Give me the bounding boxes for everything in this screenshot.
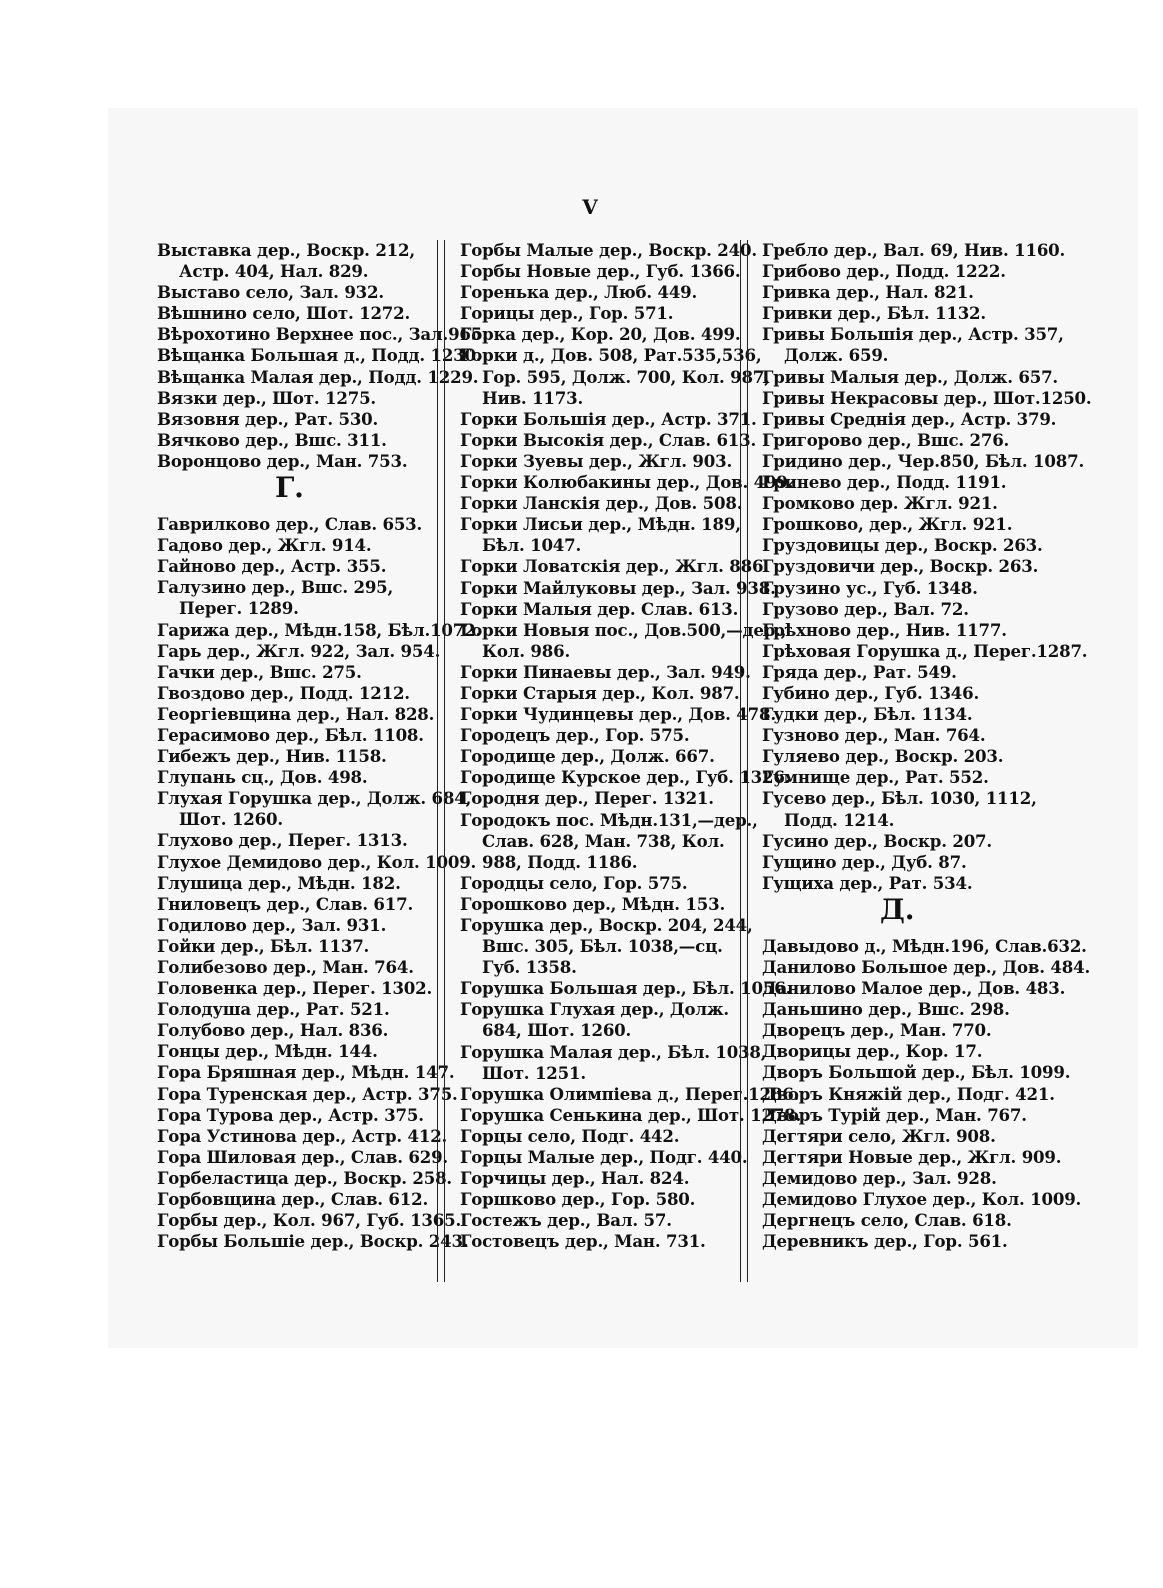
index-entry [460,1189,730,1210]
index-entry [762,282,1032,303]
index-entry [157,851,477,873]
entry-line: Гусево дер., Бѣл. 1030, 1112, [762,788,1037,809]
entry-line: Гора Устинова дер., Астр. 412. [157,1125,448,1146]
index-entry [460,725,730,746]
index-entry [460,556,769,577]
index-entry [157,830,427,851]
index-entry [460,493,743,514]
index-entry [762,978,1066,999]
index-entry [157,936,427,957]
entry-line: Гора Туренская дер., Астр. 375. [157,1083,458,1104]
index-entry [157,1083,458,1105]
index-entry [460,514,741,556]
entry-line: Горки Большія дер., Астр. 371. [460,408,757,429]
index-entry [762,1231,1032,1252]
entry-line: Грибово дер., Подд. 1222. [762,261,1006,282]
index-entry [460,746,730,767]
entry-line: Гривы Некрасовы дер., Шот.1250. [762,387,1092,408]
column-divider [437,240,445,1282]
index-entry [157,999,427,1020]
index-entry [762,430,1032,451]
entry-line: Горки Майлуковы дер., Зал. 938. [460,577,776,598]
entry-line: Горки Пинаевы дер., Зал. 949. [460,661,751,682]
index-entry [460,809,758,873]
entry-line: Голубово дер., Нал. 836. [157,1020,389,1041]
entry-line: Горбовщина дер., Слав. 612. [157,1189,429,1210]
entry-line: Грѣховая Горушка д., Перег.1287. [762,640,1088,661]
index-entry [762,514,1032,535]
entry-line: Вѣрохотино Верхнее пос., Зал.965. [157,324,488,345]
index-entry [762,240,1066,261]
index-entry [762,1062,1071,1083]
entry-continuation-line: 988, Подд. 1186. [482,851,638,872]
index-entry [762,578,1032,599]
entry-line: Данилово Большое дер., Дов. 484. [762,957,1091,977]
entry-line: Глупань сц., Дов. 498. [157,767,368,788]
entry-line: Горки Высокія дер., Слав. 613. [460,429,757,450]
entry-continuation-line: Перег. 1289. [179,598,299,619]
index-entry [157,894,427,915]
index-entry [762,1189,1082,1210]
entry-line: Гривы Большія дер., Астр. 357, [762,324,1064,345]
entry-line: Гребло дер., Вал. 69, Нив. 1160. [762,240,1066,260]
entry-line: Гривка дер., Нал. 821. [762,282,974,303]
entry-line: Дворицы дер., Кор. 17. [762,1041,983,1062]
index-entry [762,599,1032,620]
index-entry [157,577,427,619]
entry-line: Горушка дер., Воскр. 204, 244, [460,915,753,935]
index-entry [157,1020,427,1041]
index-entry [762,366,1058,388]
index-column-1 [157,240,488,1252]
entry-line: Горбы дер., Кол. 967, Губ. 1365. [157,1210,462,1231]
entry-continuation-line: Слав. 628, Ман. 738, Кол. [482,830,725,851]
entry-line: Горки Новыя пос., Дов.500,—дер., [460,619,787,640]
entry-line: Гаврилково дер., Слав. 653. [157,514,423,535]
entry-line: Гудки дер., Бѣл. 1134. [762,704,973,725]
index-entry [460,704,776,725]
entry-line: Гонцы дер., Мѣдн. 144. [157,1041,378,1062]
entry-line: Гачки дер., Вшс. 275. [157,661,362,682]
entry-line: Гойки дер., Бѣл. 1137. [157,935,370,956]
entry-line: Горенька дер., Люб. 449. [460,282,698,303]
entry-line: Дворъ Турій дер., Ман. 767. [762,1104,1027,1125]
entry-line: Городокъ пос. Мѣдн.131,—дер., [460,809,758,830]
entry-line: Горушка Малая дер., Бѣл. 1038, [460,1041,767,1062]
index-entry [762,408,1057,430]
entry-line: Гвоздово дер., Подд. 1212. [157,682,410,703]
entry-line: Горицы дер., Гор. 571. [460,303,674,324]
index-entry [762,704,1032,725]
entry-line: Грошково, дер., Жгл. 921. [762,514,1013,535]
index-entry [157,451,427,472]
entry-line: Данилово Малое дер., Дов. 483. [762,978,1066,999]
index-entry [762,788,1037,830]
entry-line: Даньшино дер., Вшс. 298. [762,999,1010,1020]
letter-heading: Г. [275,471,304,505]
index-entry [460,240,757,261]
entry-line: Головенка дер., Перег. 1302. [157,978,433,999]
entry-line: Горка дер., Кор. 20, Дов. 499. [460,324,741,345]
index-entry [460,345,770,408]
entry-line: Дергнецъ село, Слав. 618. [762,1210,1012,1231]
index-entry [157,388,427,409]
entry-line: Глухово дер., Перег. 1313. [157,830,408,851]
index-entry [460,788,730,809]
entry-line: Горки Старыя дер., Кол. 987. [460,682,740,703]
index-entry [762,535,1043,556]
entry-line: Горушка Большая дер., Бѣл. 1056. [460,978,792,999]
index-entry [762,556,1039,577]
index-entry [460,577,776,599]
index-entry [762,387,1092,409]
index-entry [762,324,1064,366]
entry-line: Дворъ Княжій дер., Подг. 421. [762,1083,1055,1104]
index-entry [762,746,1032,767]
entry-line: Гридино дер., Чер.850, Бѣл. 1087. [762,450,1085,471]
index-entry [460,873,730,894]
entry-line: Грѣхново дер., Нив. 1177. [762,619,1007,640]
index-entry [762,957,1091,978]
entry-line: Давыдово д., Мѣдн.196, Слав.632. [762,935,1087,956]
entry-line: Гарижа дер., Мѣдн.158, Бѣл.1072. [157,619,482,640]
entry-line: Горчицы дер., Нал. 824. [460,1168,690,1189]
index-entry [157,366,479,388]
entry-line: Гузново дер., Ман. 764. [762,725,986,746]
entry-continuation-line: Бѣл. 1047. [482,535,582,556]
entry-line: Горбы Большіе дер., Воскр. 243. [157,1231,469,1252]
index-entry [762,1210,1032,1231]
index-entry [460,894,730,915]
index-entry [762,1105,1032,1126]
index-entry [157,1167,452,1189]
index-entry [460,682,740,704]
index-entry [157,1189,427,1210]
index-entry [157,430,427,451]
entry-line: Гусино дер., Воскр. 207. [762,830,992,851]
letter-heading: Д. [880,892,915,926]
entry-line: Глухое Демидово дер., Кол. 1009. [157,851,477,872]
entry-continuation-line: Шот. 1251. [482,1062,586,1083]
entry-line: Герасимово дер., Бѣл. 1108. [157,724,424,745]
page-number: V [582,195,598,219]
entry-line: Гибежъ дер., Нив. 1158. [157,746,387,767]
index-entry [157,282,427,303]
entry-line: Горки Лисьи дер., Мѣдн. 189, [460,514,741,535]
index-entry [157,873,427,894]
entry-line: Годилово дер., Зал. 931. [157,914,387,935]
index-entry [460,598,739,620]
entry-line: Гостежъ дер., Вал. 57. [460,1210,672,1231]
index-entry [460,450,733,472]
index-entry [460,1231,730,1252]
entry-line: Гущиха дер., Рат. 534. [762,872,973,893]
index-entry [762,683,1032,704]
entry-continuation-line: Астр. 404, Нал. 829. [179,261,369,282]
index-entry [762,662,1032,683]
index-entry [157,1041,427,1062]
entry-line: Горки Зуевы дер., Жгл. 903. [460,450,733,471]
index-entry [157,767,427,788]
index-entry [762,261,1032,282]
entry-line: Груздовичи дер., Воскр. 263. [762,556,1039,577]
entry-line: Горки Колюбакины дер., Дов. 499. [460,472,794,493]
entry-line: Воронцово дер., Ман. 753. [157,450,408,471]
entry-continuation-line: Кол. 986. [482,640,571,661]
index-entry [460,1147,748,1168]
entry-line: Глушица дер., Мѣдн. 182. [157,872,401,893]
index-entry [762,767,1032,788]
index-entry [157,514,427,535]
index-entry [460,767,791,788]
entry-line: Вязовня дер., Рат. 530. [157,408,379,429]
entry-line: Городецъ дер., Гор. 575. [460,725,690,746]
index-entry [460,1168,730,1189]
index-entry [157,788,472,830]
entry-line: Городище Курское дер., Губ. 1326. [460,767,791,788]
column-divider [740,240,748,1282]
entry-line: Горки Ловатскія дер., Жгл. 886. [460,556,769,577]
index-entry [762,1126,1032,1147]
entry-line: Горшково дер., Гор. 580. [460,1189,696,1210]
entry-line: Дворъ Большой дер., Бѣл. 1099. [762,1062,1071,1083]
entry-line: Горки д., Дов. 508, Рат.535,536, [460,345,762,366]
index-entry [157,1125,448,1147]
entry-line: Гостовецъ дер., Ман. 731. [460,1231,706,1252]
index-entry [762,831,1032,852]
entry-line: Галузино дер., Вшс. 295, [157,577,394,598]
entry-continuation-line: Гор. 595, Долж. 700, Кол. 987, [482,366,770,387]
index-entry [762,999,1032,1020]
entry-line: Вѣщанка Большая д., Подд. 1230. [157,345,482,366]
entry-line: Гора Шиловая дер., Слав. 629. [157,1146,448,1167]
entry-line: Демидово дер., Зал. 928. [762,1167,997,1188]
index-entry [762,303,1032,324]
index-entry [762,1041,1032,1062]
index-entry [762,852,1032,873]
entry-line: Грузово дер., Вал. 72. [762,598,969,619]
entry-line: Выставо село, Зал. 932. [157,282,384,303]
index-entry [157,1105,427,1126]
entry-line: Горбы Малые дер., Воскр. 240. [460,240,757,260]
entry-line: Гуляево дер., Воскр. 203. [762,746,1004,767]
entry-line: Гущино дер., Дуб. 87. [762,851,967,872]
entry-line: Вячково дер., Вшс. 311. [157,429,387,450]
index-entry [157,303,427,324]
index-entry [460,1083,800,1105]
index-entry [157,1146,448,1168]
entry-continuation-line: Долж. 659. [784,345,889,366]
index-entry [460,408,757,430]
entry-line: Глухая Горушка дер., Долж. 684, [157,788,472,809]
index-entry [157,556,427,577]
entry-line: Голибезово дер., Ман. 764. [157,957,414,977]
index-entry [460,915,753,978]
entry-line: Гарь дер., Жгл. 922, Зал. 954. [157,640,441,661]
index-entry [460,324,741,345]
index-entry [157,240,427,282]
entry-line: Горушка Сенькина дер., Шот. 1278. [460,1104,802,1125]
index-entry [460,1126,730,1147]
index-entry [157,535,427,556]
entry-line: Горушка Глухая дер., Долж. [460,999,729,1020]
entry-line: Гадово дер., Жгл. 914. [157,535,372,556]
index-entry [460,619,787,662]
entry-line: Гора Турова дер., Астр. 375. [157,1104,424,1125]
index-entry [157,662,427,683]
entry-line: Гривы Малыя дер., Долж. 657. [762,366,1058,387]
index-column-3 [762,240,1092,1252]
entry-continuation-line: Вшс. 305, Бѣл. 1038,—сц. [482,936,723,957]
entry-continuation-line: 684, Шот. 1260. [482,1020,632,1041]
index-entry [460,282,730,303]
index-entry [762,620,1032,641]
entry-continuation-line: Шот. 1260. [179,809,283,830]
index-entry [157,725,427,746]
index-entry [762,1083,1055,1105]
entry-line: Груздовицы дер., Воскр. 263. [762,535,1043,556]
entry-line: Дегтяри Новые дер., Жгл. 909. [762,1146,1062,1167]
index-entry [460,1210,730,1231]
index-entry [762,935,1087,957]
entry-line: Горцы Малые дер., Подг. 440. [460,1147,748,1168]
index-entry [157,683,427,704]
entry-continuation-line: Подд. 1214. [784,809,895,830]
entry-line: Городцы село, Гор. 575. [460,872,688,893]
index-entry [460,472,794,493]
index-entry [460,661,751,683]
index-entry [762,1020,1032,1041]
index-entry [460,261,741,282]
entry-line: Горки Малыя дер. Слав. 613. [460,598,739,619]
entry-line: Городня дер., Перег. 1321. [460,788,714,809]
entry-line: Голодуша дер., Рат. 521. [157,999,390,1020]
index-entry [762,1168,1032,1189]
index-entry [157,746,427,767]
index-entry [460,999,730,1041]
index-entry [157,324,488,345]
index-entry [157,619,482,641]
index-entry [157,1231,469,1252]
entry-continuation-line: Губ. 1358. [482,957,577,978]
index-column-2 [460,240,802,1253]
entry-line: Выставка дер., Воскр. 212, [157,240,415,260]
index-entry [157,1210,462,1231]
entry-continuation-line: Нив. 1173. [482,387,584,408]
index-entry [762,640,1088,662]
entry-line: Гниловецъ дер., Слав. 617. [157,893,414,914]
index-entry [460,429,757,451]
entry-line: Дворецъ дер., Ман. 770. [762,1020,992,1041]
entry-line: Горбы Новые дер., Губ. 1366. [460,261,741,282]
entry-line: Гряда дер., Рат. 549. [762,661,957,682]
index-entry [157,409,427,430]
entry-line: Горки Ланскія дер., Дов. 508. [460,493,743,514]
index-entry [157,703,435,725]
entry-line: Демидово Глухое дер., Кол. 1009. [762,1189,1082,1210]
index-entry [762,450,1085,472]
entry-line: Гривы Среднія дер., Астр. 379. [762,408,1057,429]
index-entry [460,1041,767,1084]
entry-line: Вѣшнино село, Шот. 1272. [157,303,411,324]
entry-line: Громково дер. Жгл. 921. [762,493,998,514]
entry-line: Городище дер., Долж. 667. [460,746,715,767]
index-entry [157,345,482,366]
entry-line: Горошково дер., Мѣдн. 153. [460,893,726,914]
index-entry [157,915,427,936]
index-entry [762,873,1032,894]
index-entry [762,472,1032,493]
index-entry [157,1062,455,1083]
entry-line: Деревникъ дер., Гор. 561. [762,1231,1008,1252]
entry-line: Гайново дер., Астр. 355. [157,556,387,577]
index-entry [157,640,441,662]
entry-line: Гумнище дер., Рат. 552. [762,767,989,788]
entry-line: Горушка Олимпіева д., Перег.1286. [460,1083,800,1104]
index-entry [460,978,792,999]
entry-line: Губино дер., Губ. 1346. [762,682,980,703]
entry-line: Горцы село, Подг. 442. [460,1125,680,1146]
entry-line: Грузино ус., Губ. 1348. [762,577,978,598]
entry-line: Вязки дер., Шот. 1275. [157,387,376,408]
entry-line: Горки Чудинцевы дер., Дов. 478. [460,704,776,725]
entry-line: Георгіевщина дер., Нал. 828. [157,703,435,724]
index-entry [762,493,1032,514]
entry-line: Гринево дер., Подд. 1191. [762,472,1007,493]
index-entry [762,725,1032,746]
entry-line: Вѣщанка Малая дер., Подд. 1229. [157,366,479,387]
index-entry [157,957,427,978]
index-entry [460,1104,802,1126]
index-entry [460,303,730,324]
entry-line: Гривки дер., Бѣл. 1132. [762,303,986,324]
entry-line: Горбеластица дер., Воскр. 258. [157,1167,452,1188]
entry-line: Дегтяри село, Жгл. 908. [762,1125,996,1146]
index-entry [762,1146,1062,1168]
entry-line: Гора Бряшная дер., Мѣдн. 147. [157,1062,455,1083]
entry-line: Григорово дер., Вшс. 276. [762,429,1010,450]
index-entry [157,978,433,999]
